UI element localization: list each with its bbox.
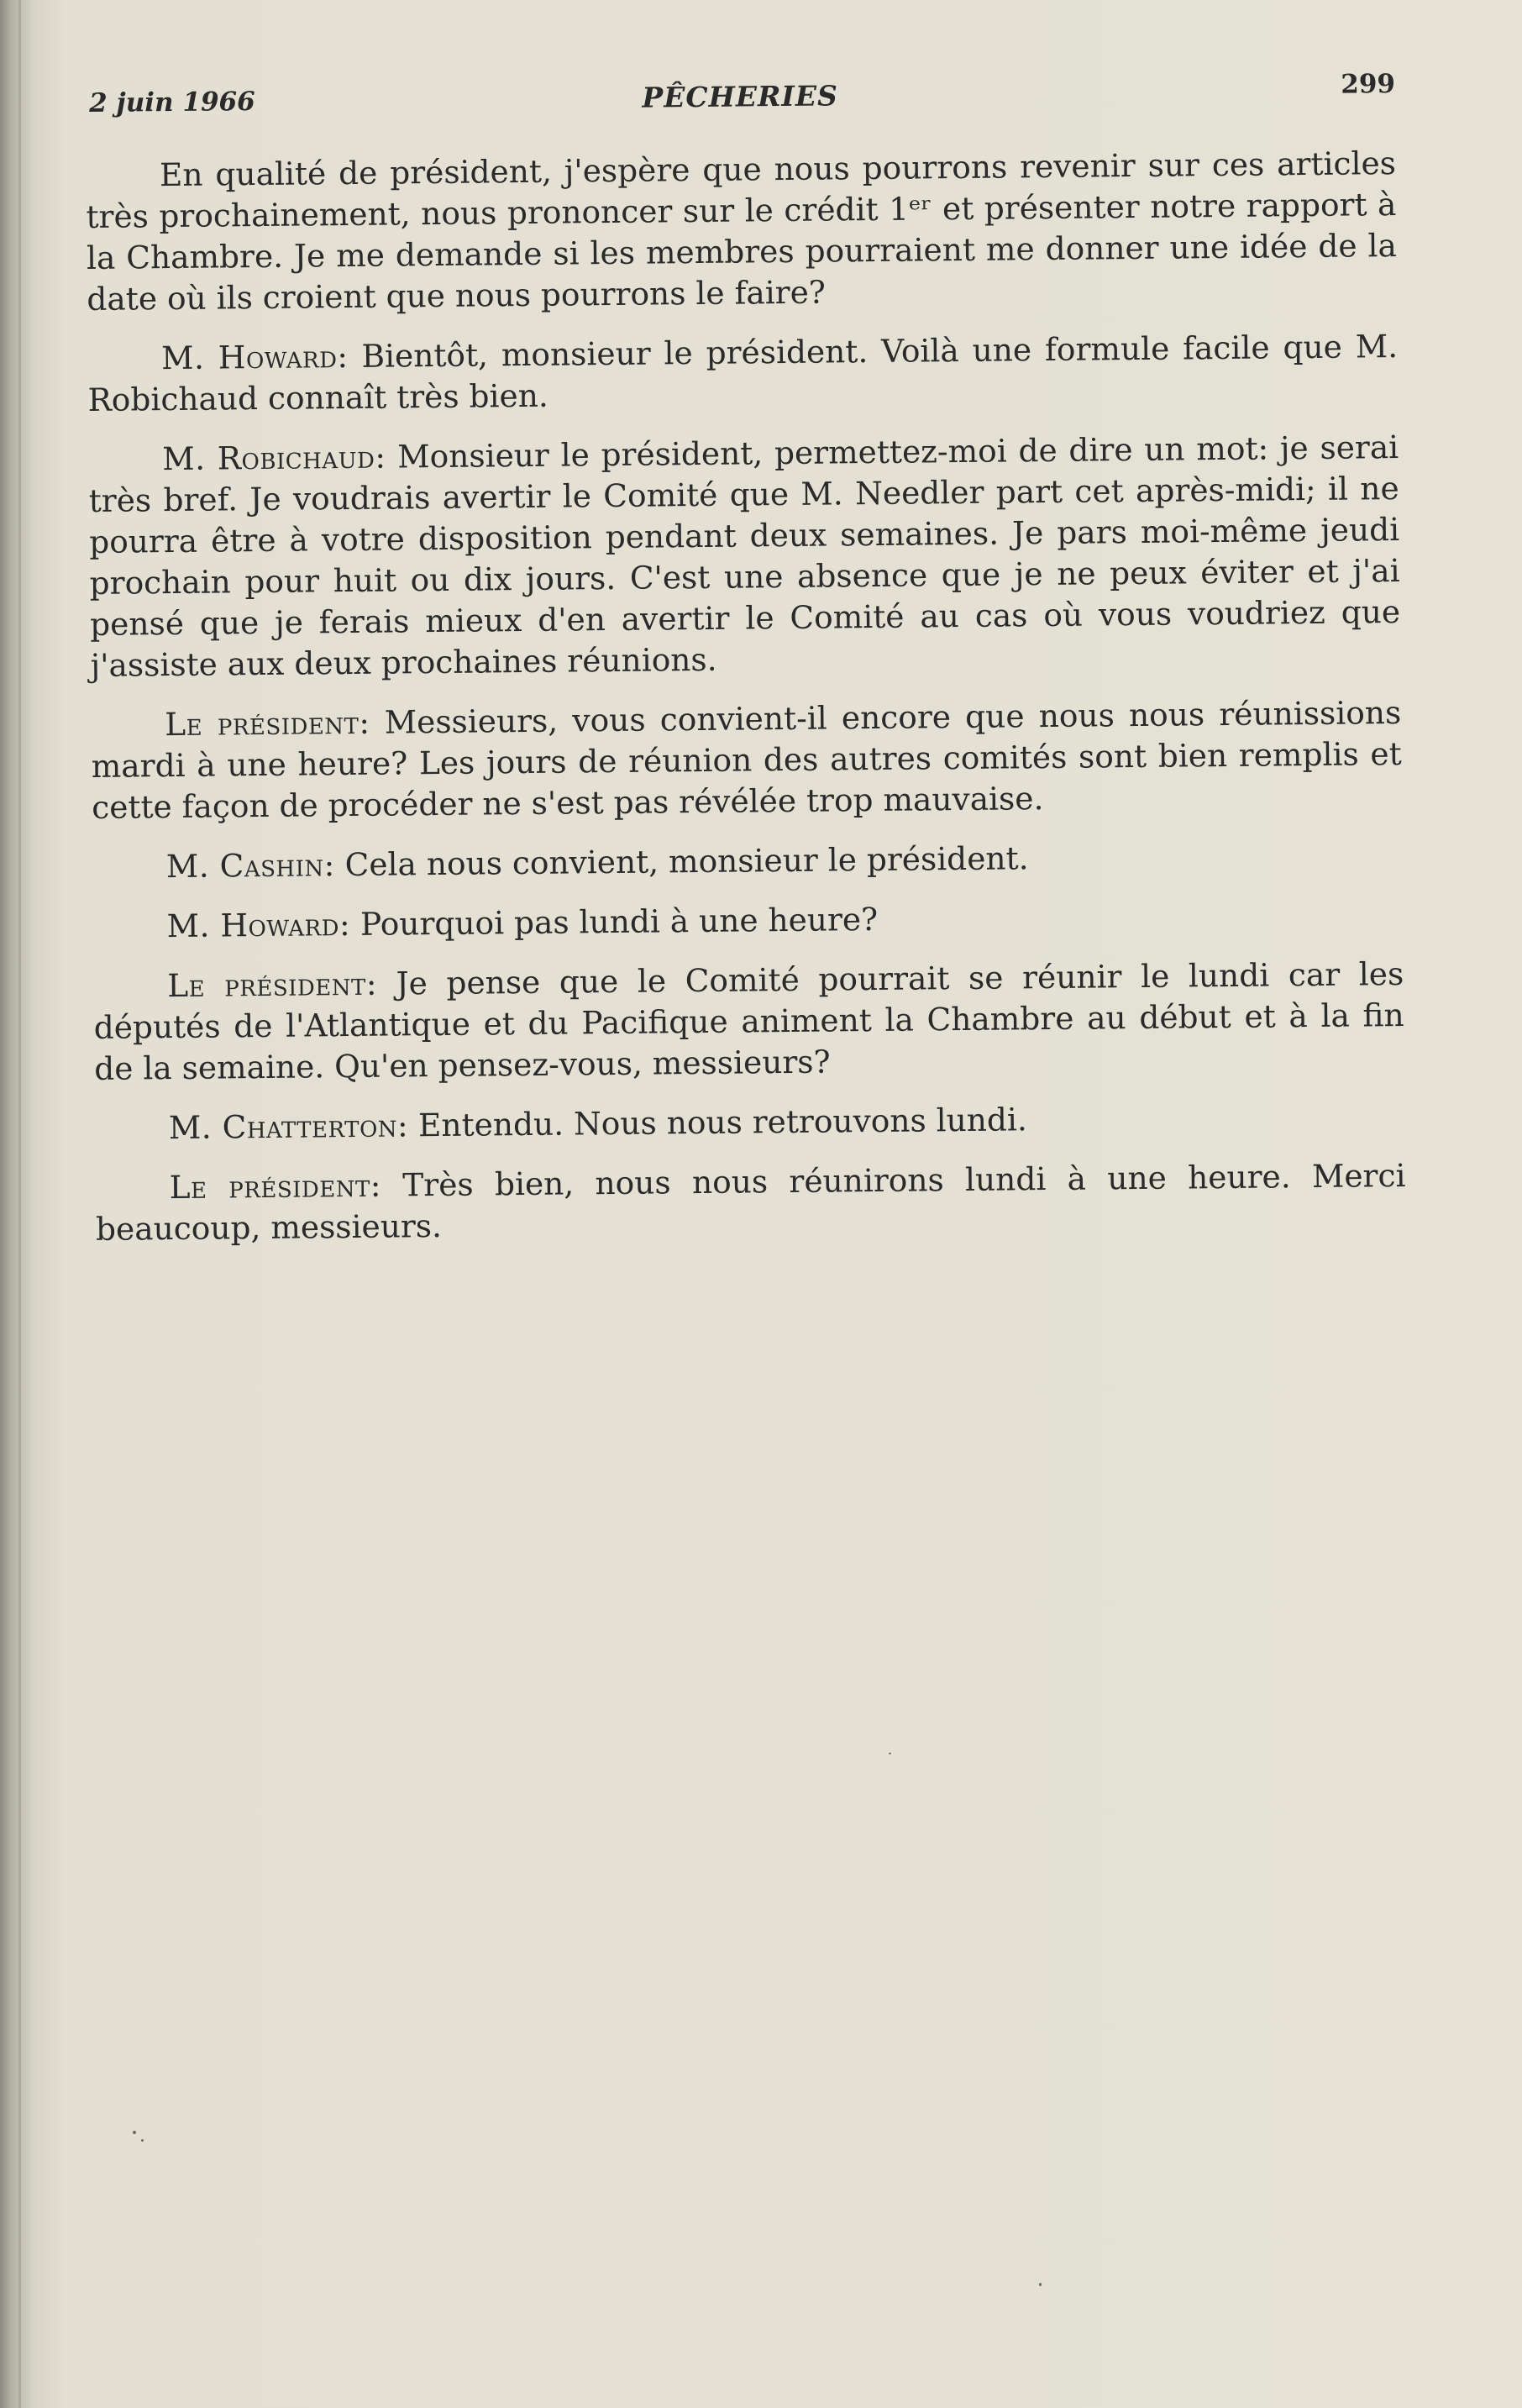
paragraph: [88, 427, 1401, 686]
speaker-name: M. Howard:: [166, 906, 351, 945]
running-head: [85, 67, 1395, 122]
paragraph-text: En qualité de président, j'espère que nous pourrons revenir sur ces articles très prochainement, nous prononcer sur le crédit 1ᵉʳ et présenter notre rapport à la Chambre. Je me demande si les membres pourraient me donner une idée de la date où ils croient que nous pourrons le faire?: [86, 145, 1398, 318]
body-text: [86, 143, 1407, 1269]
paper-speck: [141, 2139, 144, 2142]
speaker-name: Le président:: [169, 1166, 382, 1207]
speaker-name: M. Robichaud:: [162, 438, 386, 478]
paragraph-text: Très bien, nous nous réunirons lundi à une heure. Merci beaucoup, messieurs.: [95, 1156, 1406, 1248]
speaker-name: Le président:: [165, 703, 370, 744]
paragraph-text: Pourquoi pas lundi à une heure?: [349, 900, 879, 944]
paragraph: [92, 834, 1403, 888]
speaker-name: Le président:: [167, 965, 378, 1005]
speaker-name: M. Howard:: [160, 338, 349, 377]
speaker-name: M. Cashin:: [165, 846, 335, 886]
header-date: 2 juin 1966: [89, 87, 255, 118]
paragraph: [87, 326, 1399, 421]
paragraph: [95, 1096, 1405, 1149]
paragraph: [86, 143, 1398, 320]
paragraph-text: Cela nous convient, monsieur le président.: [334, 839, 1029, 884]
paragraph: [91, 692, 1402, 828]
paragraph-text: Entendu. Nous nous retrouvons lundi.: [407, 1101, 1028, 1144]
paragraph: [93, 954, 1404, 1090]
speaker-name: M. Chatterton:: [168, 1107, 409, 1147]
paragraph: [92, 894, 1403, 948]
paragraph-text: Bientôt, monsieur le président. Voilà une formule facile que M. Robichaud connaît très bien.: [87, 328, 1399, 418]
paragraph-text: Monsieur le président, permettez-moi de dire un mot: je serai très bref. Je voudrais avertir le Comité que M. Needler part cet après-midi; il ne pourra être à votre disposition pendant deux semaines. Je pars moi-même jeudi prochain pour huit ou dix jours. C'est une absence que je ne peux éviter et j'ai pensé que je ferais mieux d'en avertir le Comité au cas où vous voudriez que j'assiste aux deux prochaines réunions.: [88, 428, 1401, 684]
binding-gutter: [18, 0, 21, 2408]
paper-speck: [133, 2131, 136, 2134]
paragraph: [95, 1155, 1406, 1250]
paragraph-text: Je pense que le Comité pourrait se réunir le lundi car les députés de l'Atlantique et du Pacifique animent la Chambre au début et à la fin de la semaine. Qu'en pensez-vous, messieurs?: [93, 954, 1404, 1087]
paper-speck: [889, 1753, 891, 1754]
header-title: PÊCHERIES: [642, 79, 839, 114]
page-number: 299: [1341, 69, 1396, 100]
paper-speck: [1039, 2283, 1042, 2286]
paragraph-text: Messieurs, vous convient-il encore que nous nous réunissions mardi à une heure? Les jours de réunion des autres comités sont bien remplis et cette façon de procéder ne s'est pas révélée trop mauvaise.: [91, 693, 1402, 826]
